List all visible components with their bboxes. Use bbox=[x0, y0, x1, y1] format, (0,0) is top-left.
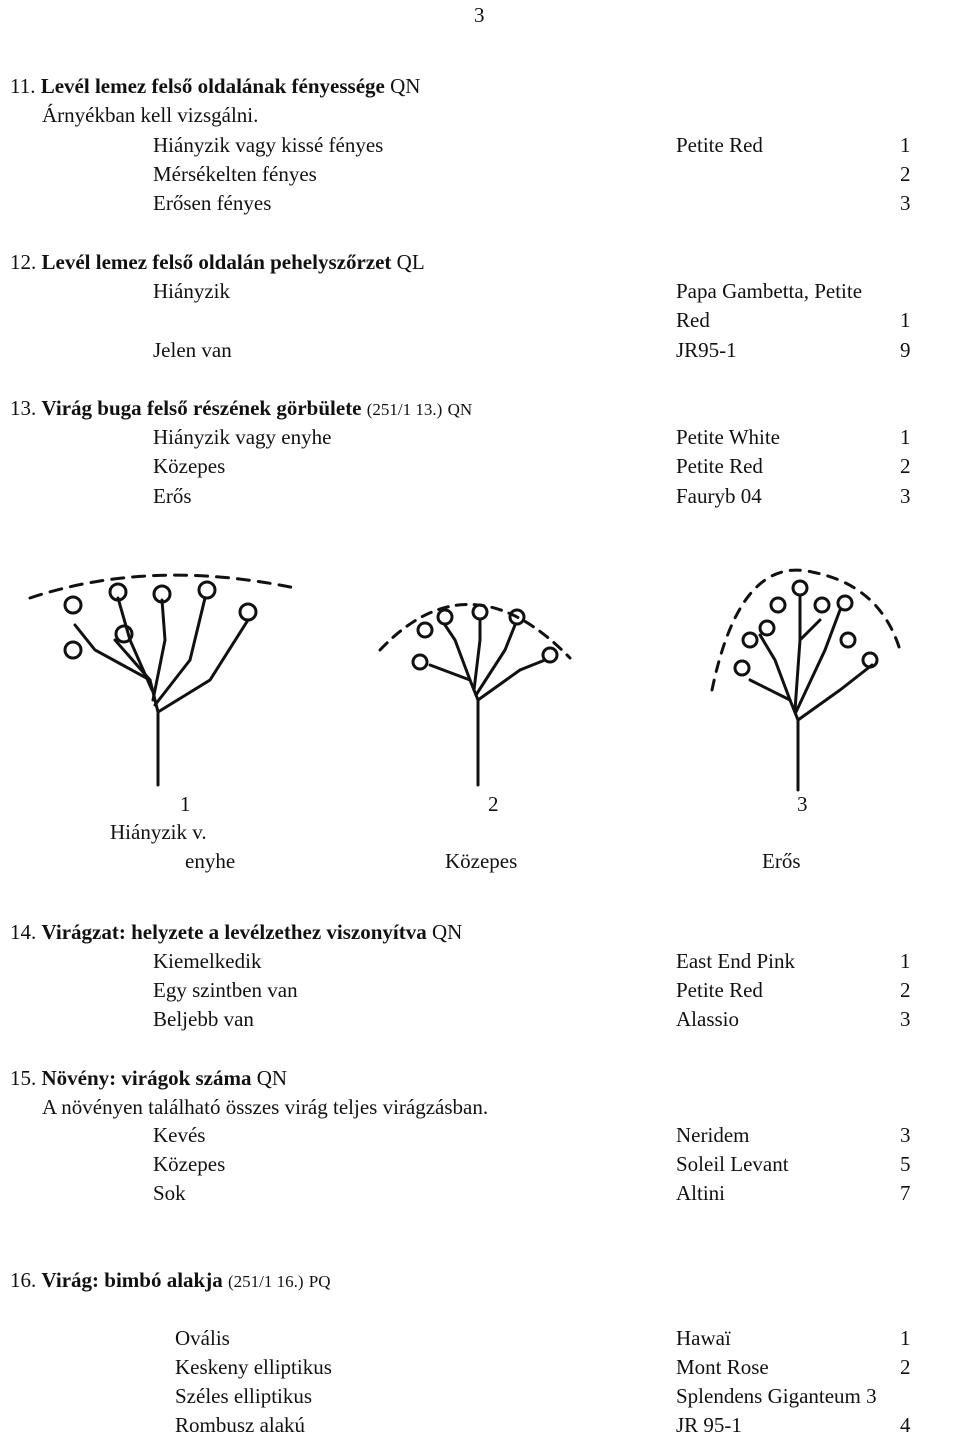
panicle-type-1-drawing bbox=[30, 575, 295, 785]
row-score: 1 bbox=[900, 133, 911, 157]
section-number: 13. bbox=[10, 396, 37, 420]
row-label: Rombusz alakú bbox=[175, 1413, 306, 1437]
panicle-type-2-drawing bbox=[380, 604, 570, 785]
figure-caption-3: Erős bbox=[762, 849, 801, 873]
row-variety: Petite White bbox=[676, 425, 781, 449]
row-label: Széles elliptikus bbox=[175, 1384, 313, 1408]
panicle-type-3-drawing bbox=[712, 570, 900, 790]
figure-number-2: 2 bbox=[488, 792, 499, 816]
section-title: Levél lemez felső oldalán pehelyszőrzet bbox=[41, 250, 392, 274]
row-score: 3 bbox=[900, 484, 911, 508]
row-label: Beljebb van bbox=[153, 1007, 254, 1031]
row-label: Keskeny elliptikus bbox=[175, 1355, 332, 1379]
section-title: Levél lemez felső oldalának fényessége bbox=[40, 74, 385, 98]
row-score: 1 bbox=[900, 425, 911, 449]
section-15-heading bbox=[10, 1066, 287, 1090]
row-variety: Petite Red bbox=[676, 454, 763, 478]
figure-caption-2: Közepes bbox=[445, 849, 518, 873]
row-variety: Papa Gambetta, Petite bbox=[676, 279, 863, 303]
page-number: 3 bbox=[474, 3, 485, 27]
row-label: Közepes bbox=[153, 454, 226, 478]
row-variety: Splendens Giganteum 3 bbox=[676, 1384, 877, 1408]
section-code: PQ bbox=[308, 1272, 331, 1291]
row-label: Közepes bbox=[153, 1152, 226, 1176]
figure-number-1: 1 bbox=[180, 792, 191, 816]
row-label: Hiányzik bbox=[153, 279, 230, 303]
row-score: 3 bbox=[900, 1123, 911, 1147]
section-reference: (251/1 16.) bbox=[227, 1272, 304, 1291]
row-label: Egy szintben van bbox=[153, 978, 298, 1002]
section-number: 16. bbox=[10, 1268, 37, 1292]
row-score: 3 bbox=[900, 191, 911, 215]
row-label: Hiányzik vagy enyhe bbox=[153, 425, 332, 449]
section-number: 15. bbox=[10, 1066, 37, 1090]
row-score: 7 bbox=[900, 1181, 911, 1205]
section-note: Árnyékban kell vizsgálni. bbox=[42, 103, 259, 127]
row-label: Erősen fényes bbox=[153, 191, 272, 215]
row-variety: Petite Red bbox=[676, 978, 763, 1002]
row-variety: Mont Rose bbox=[676, 1355, 769, 1379]
section-title: Virág buga felső részének görbülete bbox=[41, 396, 362, 420]
row-variety: Neridem bbox=[676, 1123, 750, 1147]
row-score: 4 bbox=[900, 1413, 911, 1437]
row-label: Kevés bbox=[153, 1123, 206, 1147]
section-number: 14. bbox=[10, 920, 37, 944]
row-variety: East End Pink bbox=[676, 949, 795, 973]
row-variety-continued: Red bbox=[676, 308, 710, 332]
row-score: 1 bbox=[900, 949, 911, 973]
row-variety: Petite Red bbox=[676, 133, 763, 157]
section-number: 12. bbox=[10, 250, 37, 274]
figure-caption-1-line1: Hiányzik v. bbox=[110, 820, 207, 844]
row-label: Ovális bbox=[175, 1326, 230, 1350]
row-variety: JR95-1 bbox=[676, 338, 737, 362]
section-title: Virágzat: helyzete a levélzethez viszonyítva bbox=[41, 920, 427, 944]
row-label: Jelen van bbox=[153, 338, 232, 362]
section-16-heading bbox=[10, 1268, 331, 1294]
row-score: 5 bbox=[900, 1152, 911, 1176]
row-score: 9 bbox=[900, 338, 911, 362]
section-code: QN bbox=[256, 1066, 288, 1090]
row-score: 2 bbox=[900, 454, 911, 478]
row-label: Sok bbox=[153, 1181, 186, 1205]
row-score: 2 bbox=[900, 1355, 911, 1379]
row-variety: Hawaï bbox=[676, 1326, 731, 1350]
section-number: 11. bbox=[10, 74, 36, 98]
row-score: 1 bbox=[900, 308, 911, 332]
row-label: Kiemelkedik bbox=[153, 949, 262, 973]
row-variety: Fauryb 04 bbox=[676, 484, 762, 508]
row-label: Erős bbox=[153, 484, 192, 508]
section-code: QL bbox=[396, 250, 425, 274]
row-label: Mérsékelten fényes bbox=[153, 162, 317, 186]
section-title: Növény: virágok száma bbox=[41, 1066, 252, 1090]
figure-caption-1-line2: enyhe bbox=[185, 849, 236, 873]
section-code: QN bbox=[432, 920, 463, 944]
figure-number-3: 3 bbox=[797, 792, 808, 816]
section-code: QN bbox=[447, 400, 473, 419]
row-score: 2 bbox=[900, 162, 911, 186]
row-variety: Alassio bbox=[676, 1007, 739, 1031]
section-code: QN bbox=[390, 74, 421, 98]
row-score: 1 bbox=[900, 1326, 911, 1350]
section-note: A növényen található összes virág teljes virágzásban. bbox=[42, 1095, 489, 1119]
section-reference: (251/1 13.) bbox=[366, 400, 443, 419]
section-14-heading bbox=[10, 920, 462, 944]
row-label: Hiányzik vagy kissé fényes bbox=[153, 133, 384, 157]
section-title: Virág: bimbó alakja bbox=[41, 1268, 223, 1292]
row-variety: Soleil Levant bbox=[676, 1152, 789, 1176]
row-score: 3 bbox=[900, 1007, 911, 1031]
row-variety: Altini bbox=[676, 1181, 726, 1205]
row-variety: JR 95-1 bbox=[676, 1413, 742, 1437]
row-score: 2 bbox=[900, 978, 911, 1002]
